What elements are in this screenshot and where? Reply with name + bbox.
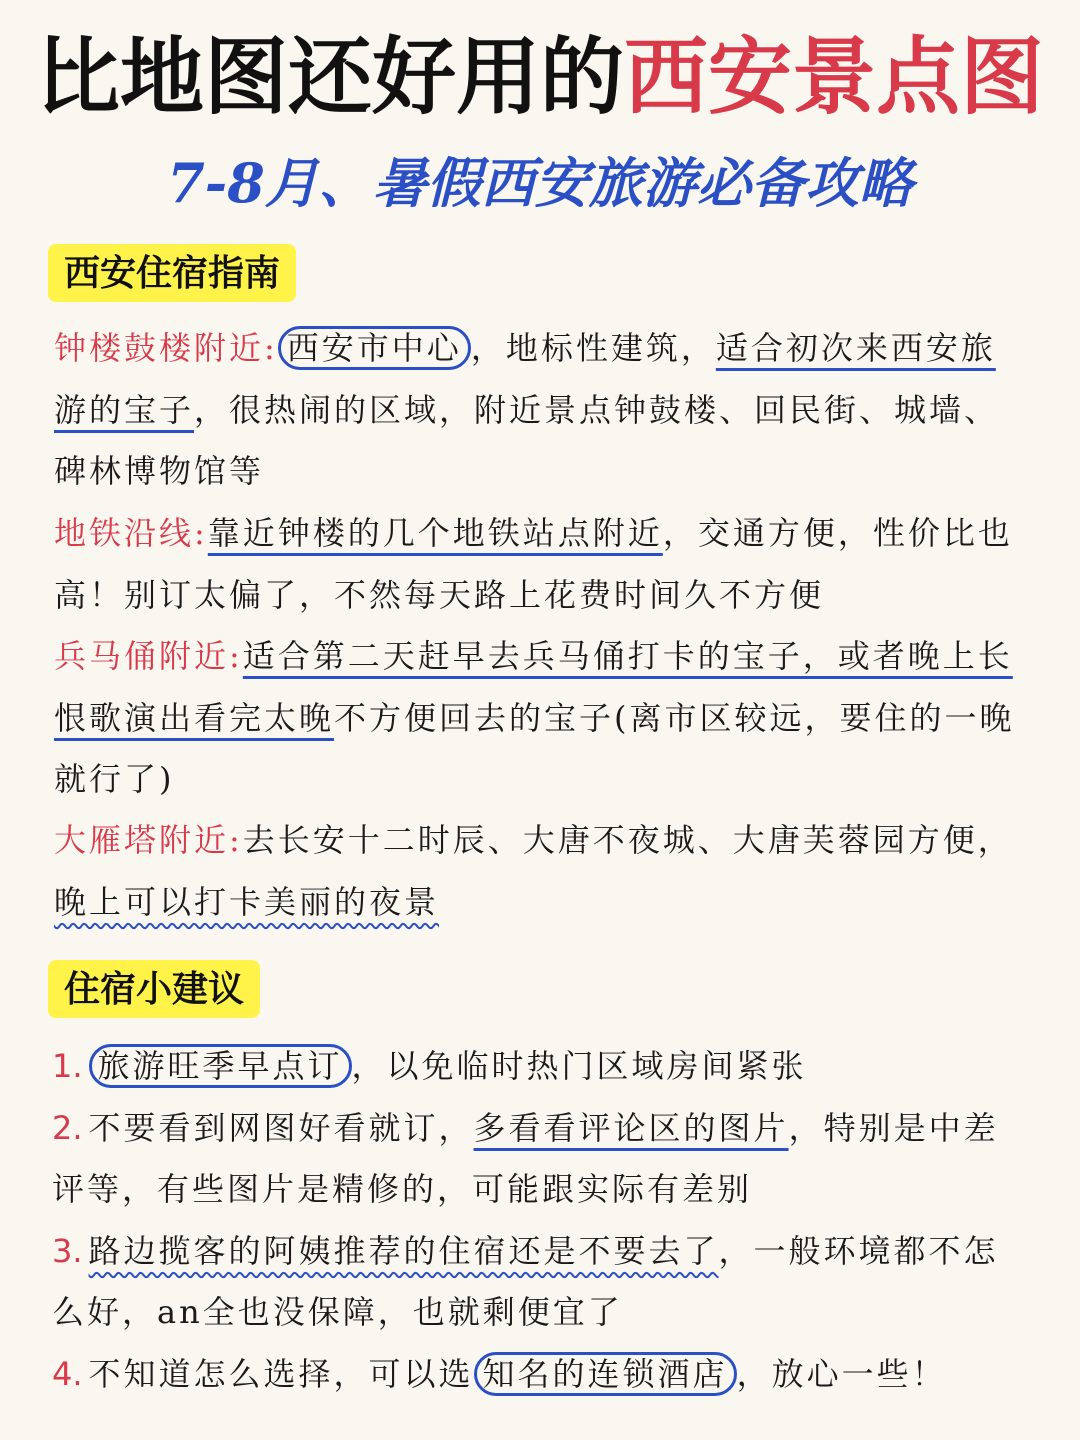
entry-terracotta-warriors xyxy=(54,626,1024,811)
underlined-highlight: 适合初次来西安旅游的宝子 xyxy=(54,329,996,429)
page-subtitle: 7-8月、暑假西安旅游必备攻略 xyxy=(167,151,913,215)
section-tag-accommodation-guide: 西安住宿指南 xyxy=(48,244,296,302)
wavy-underlined-highlight: 路边揽客的阿姨推荐的住宿还是不要去了 xyxy=(88,1231,719,1270)
page-title xyxy=(0,22,1080,132)
entry-text: 不方便回去的宝子(离市区较远，要住的一晚就行了) xyxy=(54,698,1015,798)
circled-highlight: 西安市中心 xyxy=(278,326,471,370)
circled-highlight: 旅游旺季早点订 xyxy=(89,1044,352,1088)
underlined-highlight: 靠近钟楼的几个地铁站点附近 xyxy=(207,514,663,552)
entry-label: 钟楼鼓楼附近: xyxy=(54,329,278,367)
tip-item xyxy=(52,1221,1022,1344)
circled-highlight: 知名的连锁酒店 xyxy=(474,1352,737,1396)
entry-label: 大雁塔附近: xyxy=(54,821,243,859)
entry-text: ，很热闹的区域，附近景点钟鼓楼、回民街、城墙、碑林博物馆等 xyxy=(54,390,1000,490)
tip-number: 4. xyxy=(52,1354,83,1393)
title-red-part: 西安景点图 xyxy=(624,28,1045,126)
entry-bell-drum-tower xyxy=(54,318,1024,503)
entry-big-wild-goose-pagoda xyxy=(54,810,1024,933)
entry-text: ，交通方便，性价比也高！别订太偏了，不然每天路上花费时间久不方便 xyxy=(54,514,1013,614)
tip-text: ，特别是中差评等，有些图片是精修的，可能跟实际有差别 xyxy=(52,1108,999,1208)
tip-number: 2. xyxy=(52,1108,83,1147)
entry-label: 兵马俑附近: xyxy=(54,637,243,675)
underlined-highlight: 适合第二天赶早去兵马俑打卡的宝子，或者晚上长恨歌演出看完太晚 xyxy=(54,637,1013,737)
tip-text: 不要看到网图好看就订， xyxy=(88,1108,474,1147)
tip-number: 1. xyxy=(52,1047,83,1085)
entry-metro-line xyxy=(54,503,1024,626)
tip-text: ，一般环境都不怎么好，an全也没保障，也就剩便宜了 xyxy=(52,1231,999,1331)
tip-text: ，放心一些！ xyxy=(736,1354,947,1393)
tip-item xyxy=(52,1098,1022,1221)
tip-item xyxy=(52,1344,1022,1406)
entry-text: 去长安十二时辰、大唐不夜城、大唐芙蓉园方便， xyxy=(242,821,1013,859)
underlined-highlight: 多看看评论区的图片 xyxy=(473,1108,789,1147)
tip-number: 3. xyxy=(52,1231,83,1270)
entry-label: 地铁沿线: xyxy=(54,514,208,552)
wavy-underlined-highlight: 晚上可以打卡美丽的夜景 xyxy=(54,882,440,921)
title-black-part: 比地图还好用的 xyxy=(35,28,624,126)
entry-text: ，地标性建筑， xyxy=(470,329,716,367)
tip-text: 不知道怎么选择，可以选 xyxy=(88,1354,474,1393)
tips-list xyxy=(52,1036,1022,1405)
tip-text: ，以免临时热门区域房间紧张 xyxy=(351,1047,807,1085)
section-tag-accommodation-tips: 住宿小建议 xyxy=(48,960,260,1018)
tip-item xyxy=(52,1036,1022,1098)
